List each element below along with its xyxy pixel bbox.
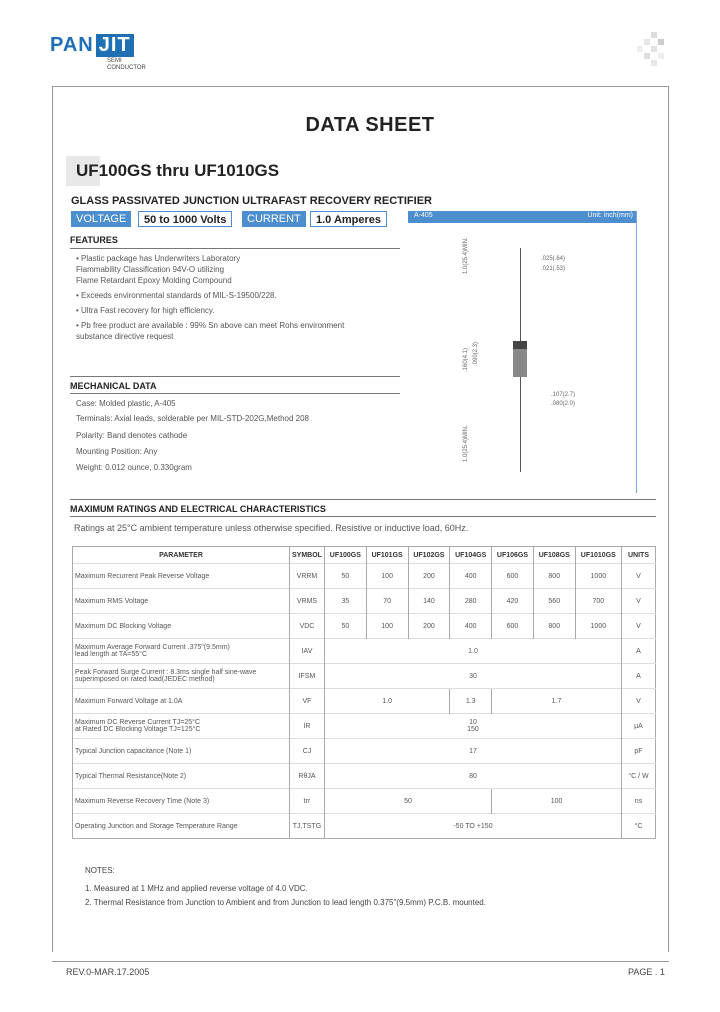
unit-cell: ns (622, 789, 656, 814)
param-line: superimposed on rated load(JEDEC method) (75, 676, 215, 683)
symbol-cell: trr (290, 789, 325, 814)
value-cell: 100 (366, 614, 408, 639)
param-cell (73, 714, 290, 739)
page-number: PAGE . 1 (628, 967, 665, 977)
value-cell: 800 (533, 564, 575, 589)
value-cell: 400 (450, 564, 492, 589)
product-subtitle: GLASS PASSIVATED JUNCTION ULTRAFAST RECOVERY RECTIFIER (71, 195, 432, 207)
part-number-range: UF100GS thru UF1010GS (76, 161, 280, 180)
symbol-cell: CJ (290, 739, 325, 764)
col-header: PARAMETER (73, 547, 290, 564)
ratings-divider (70, 516, 656, 517)
value-cell: 50 (324, 564, 366, 589)
brand-name-left: PAN (50, 34, 94, 56)
table-row (73, 714, 656, 739)
col-header: UF1010GS (575, 547, 621, 564)
value-cell: 280 (450, 589, 492, 614)
footer-divider (52, 961, 669, 962)
dim-body-dia: .107(2.7) (551, 392, 576, 398)
unit-cell: V (622, 564, 656, 589)
value-cell: 100 (492, 789, 622, 814)
features-list (76, 253, 396, 342)
param-line: at Rated DC Blocking Voltage TJ=125°C (75, 726, 201, 733)
note-item: 2. Thermal Resistance from Junction to Ambient and from Junction to lead length 0.375"(9.5mm) P.C.B. mounted. (85, 898, 486, 907)
symbol-cell: TJ,TSTG (290, 814, 325, 839)
dim-body-length2: .090(2.3) (473, 341, 479, 366)
value-cell: 800 (533, 614, 575, 639)
col-header: UF100GS (324, 547, 366, 564)
mechanical-heading: MECHANICAL DATA (70, 381, 157, 391)
feature-item: • Plastic package has Underwriters Laboratory (76, 254, 241, 263)
diode-body (513, 341, 527, 377)
param-line: Maximum DC Reverse Current TJ=25°C (75, 719, 201, 726)
symbol-cell: VDC (290, 614, 325, 639)
value-cell: 700 (575, 589, 621, 614)
table-row (73, 564, 656, 589)
brand-sub-line2: CONDUCTOR (107, 65, 146, 71)
col-header: UF101GS (366, 547, 408, 564)
table-row (73, 639, 656, 664)
feature-item: Flame Retardant Epoxy Molding Compound (76, 276, 232, 285)
unit-cell: V (622, 689, 656, 714)
mechanical-divider (70, 393, 400, 394)
value-cell: 400 (450, 614, 492, 639)
dim-lead-dia: .025(.64) (541, 256, 566, 262)
mechanical-item: Mounting Position: Any (76, 447, 158, 456)
value-cell: 140 (408, 589, 450, 614)
value-cell: 420 (492, 589, 534, 614)
param-cell: Typical Junction capacitance (Note 1) (73, 739, 290, 764)
param-cell (73, 664, 290, 689)
col-header: UNITS (622, 547, 656, 564)
value-cell: 1.3 (450, 689, 492, 714)
symbol-cell: IR (290, 714, 325, 739)
value-cell: 1000 (575, 564, 621, 589)
param-cell: Typical Thermal Resistance(Note 2) (73, 764, 290, 789)
value-cell: 600 (492, 564, 534, 589)
value-cell: 200 (408, 564, 450, 589)
current-badge-label: CURRENT (242, 211, 306, 227)
mechanical-item: Terminals: Axial leads, solderable per MIL-STD-202G,Method 208 (76, 414, 309, 423)
feature-item: • Exceeds environmental standards of MIL-S-19500/228. (76, 291, 277, 300)
value-cell: 560 (533, 589, 575, 614)
symbol-cell: IAV (290, 639, 325, 664)
ratings-top-divider (70, 499, 656, 500)
param-cell: Maximum Recurrent Peak Reverse Voltage (73, 564, 290, 589)
page-title: DATA SHEET (305, 114, 435, 136)
value-cell: 600 (492, 614, 534, 639)
dim-body-length: .160(4.1) (463, 347, 469, 372)
dim-body-dia2: .080(2.0) (551, 401, 576, 407)
mechanical-item: Weight: 0.012 ounce, 0.330gram (76, 463, 192, 472)
notes-heading: NOTES: (85, 866, 115, 875)
value-cell: 80 (324, 764, 621, 789)
brand-subtitle (107, 58, 146, 72)
param-cell (73, 639, 290, 664)
table-row (73, 739, 656, 764)
value-cell: 1000 (575, 614, 621, 639)
ratings-table (72, 546, 656, 839)
revision-text: REV.0-MAR.17.2005 (66, 967, 150, 977)
package-header (408, 211, 637, 223)
feature-item: • Ultra Fast recovery for high efficiency. (76, 306, 215, 315)
param-cell: Maximum RMS Voltage (73, 589, 290, 614)
package-units: Unit: inch(mm) (587, 212, 633, 219)
value-cell: 50 (324, 789, 491, 814)
value-cell: -50 TO +150 (324, 814, 621, 839)
brand-name-right: JIT (96, 34, 134, 57)
param-line: Maximum Average Forward Current .375"(9.5mm) (75, 644, 230, 651)
symbol-cell: VF (290, 689, 325, 714)
corner-dots-icon (637, 32, 667, 66)
table-header-row (73, 547, 656, 564)
value-cell: 35 (324, 589, 366, 614)
diode-top-lead (520, 248, 521, 341)
param-cell: Operating Junction and Storage Temperature Range (73, 814, 290, 839)
package-frame-line (636, 211, 637, 493)
unit-cell: A (622, 664, 656, 689)
value-cell: 30 (324, 664, 621, 689)
diode-bottom-lead (520, 377, 521, 472)
value-cell: 1.0 (324, 639, 621, 664)
table-row (73, 589, 656, 614)
brand-logo (50, 34, 134, 57)
param-line: Peak Forward Surge Current : 8.3ms single half sine-wave (75, 669, 257, 676)
feature-item: • Pb free product are available : 99% Sn above can meet Rohs environment (76, 321, 345, 330)
feature-item: substance directive request (76, 332, 174, 341)
table-row (73, 789, 656, 814)
brand-sub-line1: SEMI (107, 58, 122, 64)
param-cell: Maximum DC Blocking Voltage (73, 614, 290, 639)
dim-lead-dia2: .021(.53) (541, 266, 566, 272)
mechanical-item: Polarity: Band denotes cathode (76, 431, 188, 440)
voltage-badge-label: VOLTAGE (71, 211, 131, 227)
value-cell: 1.0 (324, 689, 449, 714)
ratings-heading: MAXIMUM RATINGS AND ELECTRICAL CHARACTERISTICS (70, 504, 326, 514)
mechanical-item: Case: Molded plastic, A-405 (76, 399, 176, 408)
dim-lead-length: 1.0(25.4)MIN. (463, 237, 469, 274)
table-row (73, 664, 656, 689)
value-line: 150 (467, 726, 479, 733)
symbol-cell: RθJA (290, 764, 325, 789)
symbol-cell: VRMS (290, 589, 325, 614)
unit-cell: °C / W (622, 764, 656, 789)
current-badge-value: 1.0 Amperes (310, 211, 387, 227)
value-cell: 200 (408, 614, 450, 639)
param-line: lead length at TA=55°C (75, 651, 148, 658)
dim-lead-length2: 1.0(25.4)MIN. (463, 425, 469, 462)
table-row (73, 814, 656, 839)
note-item: 1. Measured at 1 MHz and applied reverse voltage of 4.0 VDC. (85, 884, 308, 893)
value-cell: 70 (366, 589, 408, 614)
param-cell: Maximum Reverse Recovery Time (Note 3) (73, 789, 290, 814)
col-header: UF102GS (408, 547, 450, 564)
value-cell: 100 (366, 564, 408, 589)
unit-cell: pF (622, 739, 656, 764)
table-row (73, 764, 656, 789)
value-line: 10 (469, 719, 477, 726)
col-header: UF106GS (492, 547, 534, 564)
unit-cell: A (622, 639, 656, 664)
voltage-badge-value: 50 to 1000 Volts (138, 211, 232, 227)
unit-cell: V (622, 614, 656, 639)
feature-item: Flammability Classification 94V-O utilizing (76, 265, 225, 274)
col-header: UF108GS (533, 547, 575, 564)
param-cell: Maximum Forward Voltage at 1.0A (73, 689, 290, 714)
unit-cell: V (622, 589, 656, 614)
symbol-cell: VRRM (290, 564, 325, 589)
table-row (73, 689, 656, 714)
table-row (73, 614, 656, 639)
ratings-note: Ratings at 25°C ambient temperature unless otherwise specified. Resistive or inductive load, 60Hz. (74, 523, 469, 533)
symbol-cell: IFSM (290, 664, 325, 689)
unit-cell: °C (622, 814, 656, 839)
col-header: UF104GS (450, 547, 492, 564)
value-cell: 50 (324, 614, 366, 639)
value-cell: 1.7 (492, 689, 622, 714)
col-header: SYMBOL (290, 547, 325, 564)
features-heading: FEATURES (70, 235, 118, 245)
mechanical-top-divider (70, 376, 400, 377)
unit-cell: µA (622, 714, 656, 739)
features-divider (70, 248, 400, 249)
package-name: A-405 (414, 212, 433, 219)
value-cell: 17 (324, 739, 621, 764)
value-cell (324, 714, 621, 739)
